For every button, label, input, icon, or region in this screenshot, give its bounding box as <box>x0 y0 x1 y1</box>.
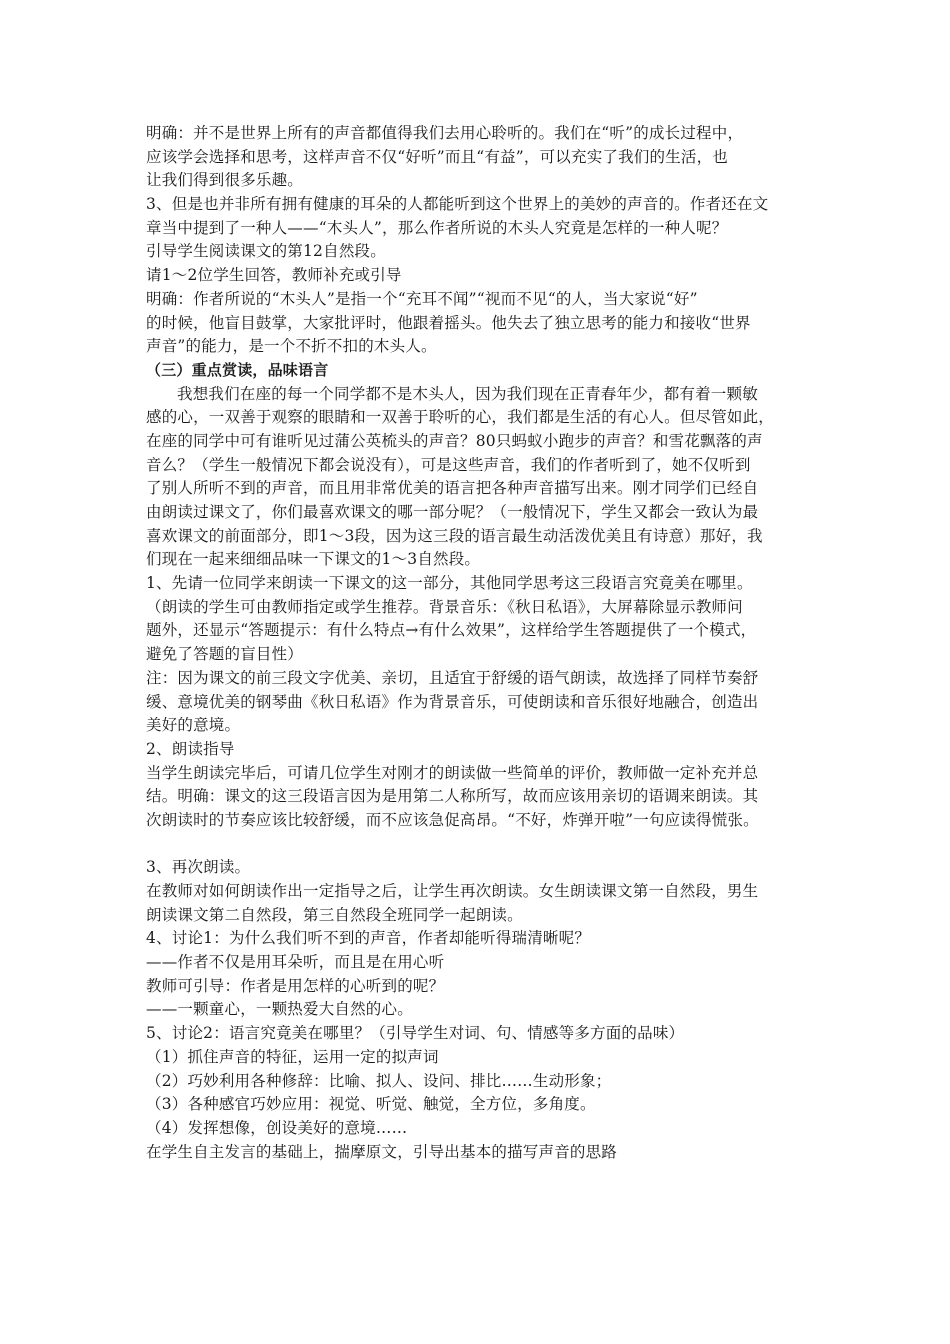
text-line: 明确：并不是世界上所有的声音都值得我们去用心聆听的。我们在“听”的成长过程中， <box>146 124 744 142</box>
text-line: 注：因为课文的前三段文字优美、亲切，且适宜于舒缓的语气朗读，故选择了同样节奏舒 <box>146 668 759 687</box>
text-line: 教师可引导：作者是用怎样的心听到的呢？ <box>146 976 445 995</box>
text-line: 们现在一起来细细品味一下课文的1～3自然段。 <box>146 550 481 569</box>
text-line: 明确：作者所说的“木头人”是指一个“充耳不闻”“视而不见“的人，当大家说“好” <box>146 289 698 308</box>
text-line: 在教师对如何朗读作出一定指导之后，让学生再次朗读。女生朗读课文第一自然段，男生 <box>146 882 759 900</box>
text-line: 请1～2位学生回答，教师补充或引导 <box>146 266 402 285</box>
document-body <box>146 122 811 1164</box>
section-heading: （三）重点赏读，品味语言 <box>146 360 329 379</box>
text-line: 章当中提到了一种人——“木头人”，那么作者所说的木头人究竟是怎样的一种人呢？ <box>146 218 728 237</box>
text-line: 音么？（学生一般情况下都会说没有），可是这些声音，我们的作者听到了，她不仅听到 <box>146 455 751 474</box>
text-line: （2）巧妙利用各种修辞：比喻、拟人、设问、排比……生动形象； <box>146 1071 612 1090</box>
text-line: 当学生朗读完毕后，可请几位学生对刚才的朗读做一些简单的评价，教师做一定补充并总 <box>146 763 759 782</box>
text-line: 结。明确：课文的这三段语言因为是用第二人称所写，故而应该用亲切的语调来朗读。其 <box>146 787 759 806</box>
text-line: （1）抓住声音的特征，运用一定的拟声词 <box>146 1047 439 1066</box>
text-line: （4）发挥想像，创设美好的意境…… <box>146 1118 408 1137</box>
text-line: 我想我们在座的每一个同学都不是木头人，因为我们现在正青春年少，都有着一颗敏 <box>177 384 758 403</box>
text-line: 在座的同学中可有谁听见过蒲公英梳头的声音？80只蚂蚁小跑步的声音？和雪花飘落的声 <box>146 431 763 450</box>
text-line: 声音”的能力，是一个不折不扣的木头人。 <box>146 337 437 356</box>
text-line: 引导学生阅读课文的第12自然段。 <box>146 242 386 261</box>
text-line: 2、朗读指导 <box>146 739 235 758</box>
text-line: （3）各种感官巧妙应用：视觉、听觉、触觉，全方位，多角度。 <box>146 1095 596 1114</box>
text-line: 感的心，一双善于观察的眼睛和一双善于聆听的心，我们都是生活的有心人。但尽管如此， <box>146 408 775 427</box>
text-line: 5、讨论2：语言究竟美在哪里？（引导学生对词、句、情感等多方面的品味） <box>146 1024 685 1043</box>
text-line: 的时候，他盲目鼓掌，大家批评时，他跟着摇头。他失去了独立思考的能力和接收“世界 <box>146 313 751 332</box>
blank-line <box>146 833 811 857</box>
text-line: 4、讨论1：为什么我们听不到的声音，作者却能听得瑞清晰呢？ <box>146 929 591 948</box>
text-line: ——作者不仅是用耳朵听，而且是在用心听 <box>146 953 445 972</box>
text-line: 1、先请一位同学来朗读一下课文的这一部分，其他同学思考这三段语言究竟美在哪里。 <box>146 574 753 593</box>
text-line: 缓、意境优美的钢琴曲《秋日私语》作为背景音乐，可使朗读和音乐很好地融合，创造出 <box>146 692 759 711</box>
text-line: 次朗读时的节奏应该比较舒缓，而不应该急促高昂。“不好，炸弹开啦”一句应读得慌张。 <box>146 810 759 829</box>
text-line: 3、但是也并非所有拥有健康的耳朵的人都能听到这个世界上的美妙的声音的。作者还在文 <box>146 195 769 214</box>
text-line: 由朗读过课文了，你们最喜欢课文的哪一部分呢？（一般情况下，学生又都会一致认为最 <box>146 503 759 521</box>
text-line: 美好的意境。 <box>146 716 241 735</box>
text-line: 在学生自主发言的基础上，揣摩原文，引导出基本的描写声音的思路 <box>146 1142 618 1161</box>
text-line: 让我们得到很多乐趣。 <box>146 171 304 190</box>
text-line: 避免了答题的盲目性） <box>146 645 304 664</box>
text-line: 了别人所听不到的声音，而且用非常优美的语言把各种声音描写出来。刚才同学们已经自 <box>146 479 759 498</box>
text-line: ——一颗童心，一颗热爱大自然的心。 <box>146 1000 413 1019</box>
text-line: 喜欢课文的前面部分，即1～3段，因为这三段的语言最生动活泼优美且有诗意）那好，我 <box>146 526 763 545</box>
text-line: （朗读的学生可由教师指定或学生推荐。背景音乐：《秋日私语》，大屏幕除显示教师问 <box>146 597 743 616</box>
text-line: 题外，还显示“答题提示：有什么特点→有什么效果”，这样给学生答题提供了一个模式， <box>146 621 757 640</box>
text-line: 3、再次朗读。 <box>146 858 251 877</box>
text-line: 应该学会选择和思考，这样声音不仅“好听”而且“有益”，可以充实了我们的生活，也 <box>146 147 728 166</box>
text-line: 朗读课文第二自然段，第三自然段全班同学一起朗读。 <box>146 905 523 924</box>
